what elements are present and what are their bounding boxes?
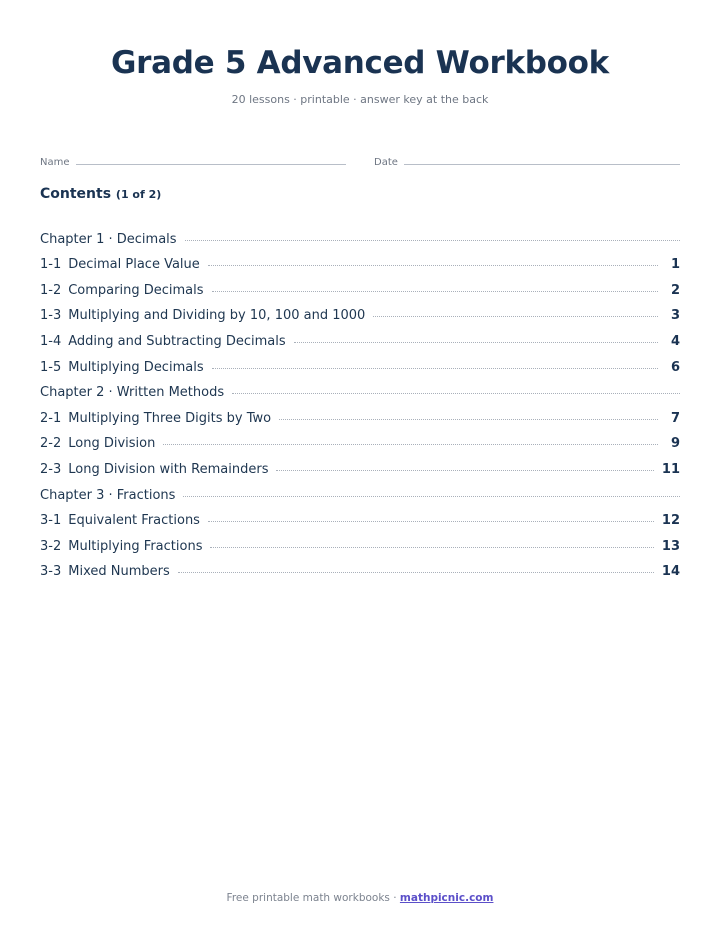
contents-heading <box>40 186 161 202</box>
name-label: Name <box>40 157 70 168</box>
contents-part: (1 of 2) <box>115 188 162 201</box>
toc-lesson-row[interactable] <box>40 451 680 477</box>
page-number: 9 <box>670 436 680 452</box>
page-number: 4 <box>670 333 680 349</box>
dot-leader <box>276 470 653 471</box>
lesson-number: 3-1 <box>40 513 62 529</box>
lesson-number: 3-3 <box>40 564 62 580</box>
dot-leader <box>163 444 658 445</box>
page-title: Grade 5 Advanced Workbook <box>111 45 609 81</box>
page-number: 11 <box>661 461 680 477</box>
dot-leader <box>210 547 653 548</box>
chapter-title: Chapter 1 · Decimals <box>40 231 177 247</box>
chapter-title: Chapter 3 · Fractions <box>40 487 176 503</box>
footer-link[interactable]: mathpicnic.com <box>399 892 494 904</box>
page-number: 13 <box>661 538 680 554</box>
date-field[interactable] <box>374 157 680 168</box>
page-subtitle: 20 lessons · printable · answer key at the back <box>231 93 489 106</box>
toc-lesson-row[interactable] <box>40 272 680 298</box>
dot-leader <box>212 291 658 292</box>
toc-lesson-row[interactable] <box>40 554 680 580</box>
toc-lesson-row[interactable] <box>40 503 680 529</box>
lesson-title: Multiplying Fractions <box>68 538 203 554</box>
page-number: 3 <box>670 308 680 324</box>
toc-lesson-row[interactable] <box>40 400 680 426</box>
toc-lesson-row[interactable] <box>40 349 680 375</box>
dot-leader <box>232 393 680 394</box>
lesson-title: Long Division <box>68 436 156 452</box>
name-field[interactable] <box>40 157 346 168</box>
page-number: 7 <box>670 410 680 426</box>
page-number: 1 <box>670 257 680 273</box>
toc-chapter-row[interactable] <box>40 221 680 247</box>
lesson-title: Long Division with Remainders <box>68 461 269 477</box>
lesson-title: Decimal Place Value <box>68 257 200 273</box>
dot-leader <box>373 316 658 317</box>
table-of-contents <box>40 221 680 579</box>
dot-leader <box>185 240 680 241</box>
page-number: 6 <box>670 359 680 375</box>
dot-leader <box>294 342 658 343</box>
page-number: 12 <box>661 513 680 529</box>
dot-leader <box>208 265 658 266</box>
lesson-title: Equivalent Fractions <box>68 513 200 529</box>
name-date-fields <box>40 157 680 168</box>
lesson-number: 1-5 <box>40 359 62 375</box>
lesson-title: Multiplying and Dividing by 10, 100 and 1000 <box>68 308 366 324</box>
dot-leader <box>279 419 658 420</box>
lesson-number: 1-2 <box>40 282 62 298</box>
lesson-number: 1-4 <box>40 333 62 349</box>
footer-text: Free printable math workbooks · <box>226 892 400 904</box>
toc-lesson-row[interactable] <box>40 323 680 349</box>
footer <box>0 892 720 904</box>
lesson-number: 1-3 <box>40 308 62 324</box>
lesson-title: Adding and Subtracting Decimals <box>68 333 286 349</box>
page-number: 2 <box>670 282 680 298</box>
lesson-title: Multiplying Decimals <box>68 359 204 375</box>
dot-leader <box>212 368 658 369</box>
dot-leader <box>183 496 680 497</box>
toc-lesson-row[interactable] <box>40 247 680 273</box>
page-number: 14 <box>661 564 680 580</box>
toc-lesson-row[interactable] <box>40 528 680 554</box>
contents-title: Contents <box>40 186 112 202</box>
toc-lesson-row[interactable] <box>40 426 680 452</box>
lesson-title: Multiplying Three Digits by Two <box>68 410 272 426</box>
chapter-title: Chapter 2 · Written Methods <box>40 385 225 401</box>
lesson-number: 2-3 <box>40 461 62 477</box>
lesson-number: 2-2 <box>40 436 62 452</box>
lesson-number: 2-1 <box>40 410 62 426</box>
dot-leader <box>208 521 654 522</box>
lesson-number: 1-1 <box>40 257 62 273</box>
lesson-title: Mixed Numbers <box>68 564 170 580</box>
dot-leader <box>178 572 654 573</box>
lesson-title: Comparing Decimals <box>68 282 204 298</box>
toc-lesson-row[interactable] <box>40 298 680 324</box>
name-line[interactable] <box>76 164 346 165</box>
lesson-number: 3-2 <box>40 538 62 554</box>
date-line[interactable] <box>404 164 680 165</box>
date-label: Date <box>374 157 398 168</box>
toc-chapter-row[interactable] <box>40 477 680 503</box>
toc-chapter-row[interactable] <box>40 375 680 401</box>
